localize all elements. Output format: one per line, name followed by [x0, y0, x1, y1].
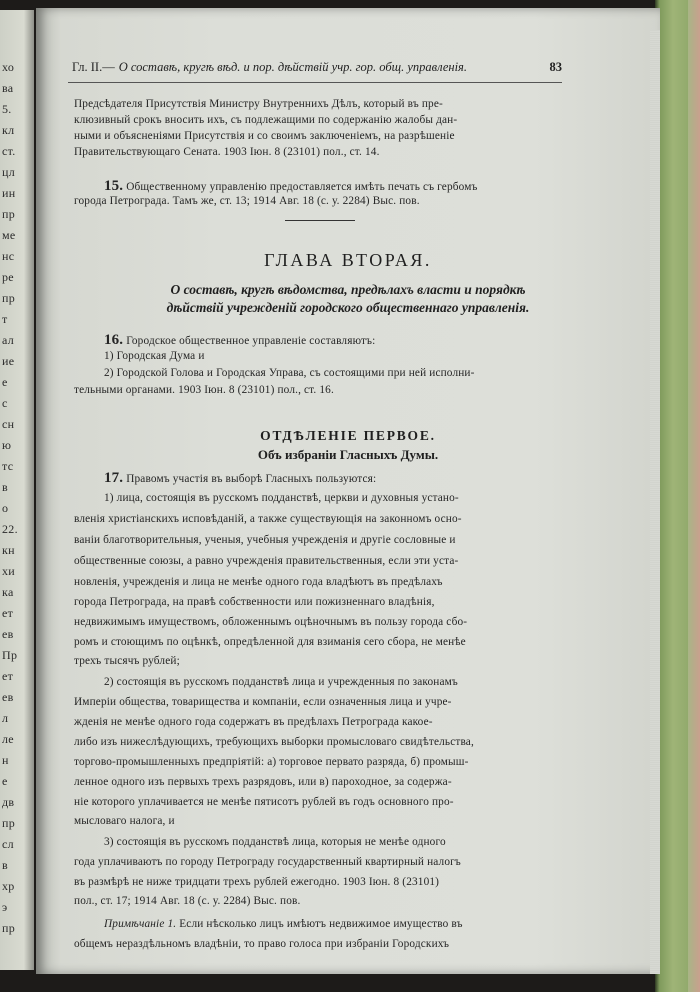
text-line: 3) состоящія въ русскомъ подданствѣ лица, которыя не менѣе одного	[104, 836, 446, 848]
left-page-text-fragment: пр	[2, 207, 16, 221]
text-line: Правительствующаго Сената. 1903 Іюн. 8 (23101) пол., ст. 14.	[74, 146, 380, 158]
left-page-text-fragment: пр	[2, 921, 16, 935]
note-label: Примѣчаніе 1.	[104, 918, 177, 930]
left-page-text-fragment: о	[2, 501, 9, 515]
note-first-line	[104, 918, 463, 930]
left-page-text-fragment: пр	[2, 291, 16, 305]
book-cover-strip	[688, 0, 700, 992]
text-line: ваніи благотворительныя, ученыя, учебныя учрежденія и другіе сословные и	[74, 534, 456, 546]
text-line: города Петрограда, на правѣ собственности или пожизненнаго владѣнія,	[74, 596, 435, 608]
running-header	[72, 60, 562, 75]
header-running-title: О составѣ, кругѣ вѣд. и пор. дѣйствій учр. гор. общ. управленія.	[118, 60, 467, 74]
text-line: жденія не менѣе одного года содержатъ въ предѣлахъ Петрограда какое-	[74, 716, 433, 728]
text-line: 2) состоящія въ русскомъ подданствѣ лица и учрежденныя по законамъ	[104, 676, 458, 688]
left-page-text-fragment: ие	[2, 354, 15, 368]
article-text: Городское общественное управленіе составляютъ:	[126, 335, 376, 347]
left-page-text-fragment: дв	[2, 795, 15, 809]
left-page-text-fragment: кл	[2, 123, 15, 137]
text-line: ніе которого уплачивается не менѣе пятисотъ рублей въ годъ основного про-	[74, 796, 454, 808]
text-line: пол., ст. 17; 1914 Авг. 18 (с. у. 2284) Выс. пов.	[74, 895, 301, 907]
text-line: либо изъ нижеслѣдующихъ, требующихъ выборки промысловаго свидѣтельства,	[74, 736, 474, 748]
text-line: мысловаго налога, и	[74, 815, 175, 827]
text-line: года уплачиваютъ по городу Петрограду государственный квартирный налогъ	[74, 856, 461, 868]
text-line: недвижимымъ имуществомъ, обложеннымъ оцѣночнымъ въ пользу города сбо-	[74, 616, 468, 628]
left-page-text-fragment: нс	[2, 249, 15, 263]
page-number: 83	[549, 60, 562, 74]
text-line: вленія христіанскихъ исповѣданій, а также существующія на законномъ осно-	[74, 513, 462, 525]
article-text: Общественному управленію предоставляется имѣть печать съ гербомъ	[126, 181, 478, 193]
left-page-text-fragment: кн	[2, 543, 15, 557]
header-chapter-ref: Гл. II.—	[72, 60, 115, 74]
left-page-text-fragment: сл	[2, 837, 14, 851]
section-title: ОТДѢЛЕНІЕ ПЕРВОЕ.	[260, 428, 436, 443]
left-page-text-fragment: в	[2, 858, 8, 872]
left-page-text-fragment: ва	[2, 81, 14, 95]
left-page-fragment	[0, 10, 34, 970]
chapter-subtitle-line: О составѣ, кругѣ вѣдомства, предѣлахъ власти и порядкѣ	[170, 282, 526, 297]
left-page-text-fragment: тс	[2, 459, 14, 473]
left-page-text-fragment: 5.	[2, 102, 12, 116]
text-line: ленное одного изъ первыхъ трехъ разрядовъ, или в) пароходное, за содержа-	[74, 776, 452, 788]
left-page-text-fragment: пр	[2, 816, 16, 830]
left-page-text-fragment: ст.	[2, 144, 16, 158]
page-fore-edge	[650, 30, 660, 974]
text-line: въ размѣрѣ не ниже тридцати трехъ рублей ежегодно. 1903 Іюн. 8 (23101)	[74, 876, 440, 888]
article-16-first-line	[104, 332, 375, 349]
header-rule	[68, 82, 562, 83]
chapter-title: ГЛАВА ВТОРАЯ.	[264, 250, 432, 270]
section-subtitle: Объ избраніи Гласныхъ Думы.	[257, 447, 439, 462]
text-line: Имперіи общества, товарищества и компаніи, если означенныя лица и учре-	[74, 696, 452, 708]
text-line: 2) Городской Голова и Городская Управа, съ состоящими при ней исполни-	[104, 367, 475, 379]
text-line: ными и объясненіями Присутствія и со своимъ заключеніемъ, на разрѣшеніе	[74, 130, 455, 142]
text-line: ромъ и стоющимъ по оцѣнкѣ, опредѣленной для взиманія сего сбора, не менѣе	[74, 636, 466, 648]
text-line: общественные союзы, а равно учрежденія правительственныя, если эти уста-	[74, 555, 459, 567]
left-page-text-fragment: ме	[2, 228, 16, 242]
article-17-first-line	[104, 470, 376, 487]
left-page-text-fragment: ев	[2, 627, 14, 641]
left-page-text-fragment: ет	[2, 606, 14, 620]
text-line: тельными органами. 1903 Іюн. 8 (23101) пол., ст. 16.	[74, 384, 334, 396]
left-page-text-fragment: хр	[2, 879, 15, 893]
left-page-text-fragment: ре	[2, 270, 14, 284]
left-page-text-fragment: е	[2, 375, 8, 389]
left-page-text-fragment: с	[2, 396, 8, 410]
chapter-subtitle-line: дѣйствій учрежденій городского общественнаго управленія.	[166, 300, 530, 315]
text-line: 1) Городская Дума и	[104, 350, 205, 362]
note-text: Если нѣсколько лицъ имѣютъ недвижимое имущество въ	[179, 918, 463, 930]
left-page-text-fragment: н	[2, 753, 9, 767]
left-page-text-fragment: ет	[2, 669, 14, 683]
left-page-text-fragment: ю	[2, 438, 12, 452]
text-line: клюзивный срокъ вносить ихъ, съ подлежащими по содержанію жалобы дан-	[74, 114, 458, 126]
text-line: общемъ нераздѣльномъ владѣніи, то право голоса при избраніи Городскихъ	[74, 938, 450, 950]
left-page-text-fragment: е	[2, 774, 8, 788]
left-page-text-fragment: ев	[2, 690, 14, 704]
article-number: 16.	[104, 332, 124, 348]
left-page-text-fragment: ин	[2, 186, 16, 200]
left-page-text-fragment: э	[2, 900, 8, 914]
text-line: новленія, учрежденія и лица не менѣе одного года владѣютъ въ предѣлахъ	[74, 576, 443, 588]
left-page-text-fragment: т	[2, 312, 8, 326]
left-page-text-fragment: хи	[2, 564, 16, 578]
left-page-text-fragment: ал	[2, 333, 15, 347]
article-15-first-line	[104, 178, 478, 195]
text-line: Предсѣдателя Присутствія Министру Внутреннихъ Дѣлъ, который въ пре-	[74, 98, 443, 110]
left-page-text-fragment: хо	[2, 60, 15, 74]
text-line: 1) лица, состоящія въ русскомъ подданствѣ, церкви и духовныя устано-	[104, 492, 459, 504]
article-number: 17.	[104, 470, 124, 486]
left-page-text-fragment: сн	[2, 417, 15, 431]
chapter-divider	[285, 220, 355, 221]
left-page-text-fragment: 22.	[2, 522, 18, 536]
text-line: трехъ тысячъ рублей;	[74, 655, 180, 667]
text-line: города Петрограда. Тамъ же, ст. 13; 1914 Авг. 18 (с. у. 2284) Выс. пов.	[74, 195, 420, 207]
left-page-text-fragment: ле	[2, 732, 14, 746]
left-page-text-fragment: в	[2, 480, 8, 494]
article-text: Правомъ участія въ выборѣ Гласныхъ пользуются:	[126, 473, 377, 485]
left-page-text-fragment: ка	[2, 585, 14, 599]
text-line: торгово-промышленныхъ предпріятій: а) торговое первато разряда, б) промыш-	[74, 756, 469, 768]
left-page-text-fragment: л	[2, 711, 9, 725]
article-number: 15.	[104, 178, 124, 194]
left-page-text-fragment: Пр	[2, 648, 18, 662]
left-page-text-fragment: цл	[2, 165, 16, 179]
